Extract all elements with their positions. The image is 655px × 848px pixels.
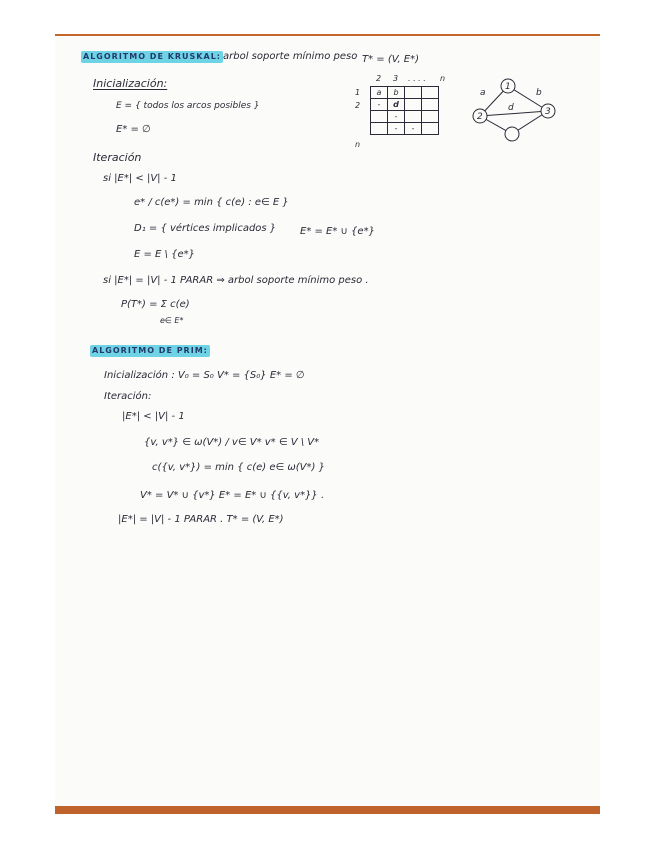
matrix-row	[371, 111, 439, 123]
graph-node-label: 2	[477, 112, 483, 122]
kruskal-iter-heading: Iteración	[93, 151, 142, 164]
prim-stop-line: |E*| = |V| - 1 PARAR . T* = (V, E*)	[118, 514, 284, 525]
kruskal-cost-line: P(T*) = Σ c(e)	[121, 299, 190, 310]
graph-edge-label: a	[480, 88, 486, 98]
prim-iter-line4: V* = V* ∪ {v*} E* = E* ∪ {{v, v*}} .	[140, 490, 325, 501]
kruskal-cost-subscript: e∈ E*	[160, 316, 184, 325]
kruskal-init-line1: E = { todos los arcos posibles }	[116, 101, 260, 111]
kruskal-init-heading: Inicialización:	[93, 77, 168, 90]
matrix-cell	[371, 123, 388, 135]
kruskal-iter-line2: e* / c(e*) = min { c(e) : e∈ E }	[134, 197, 289, 208]
matrix-cell	[371, 111, 388, 123]
prim-iter-heading: Iteración:	[104, 391, 152, 402]
matrix-cell: d	[388, 99, 405, 111]
matrix-cell	[405, 87, 422, 99]
kruskal-stop-line: si |E*| = |V| - 1 PARAR ⇒ arbol soporte mínimo peso .	[103, 275, 369, 286]
matrix-cell	[422, 99, 439, 111]
graph-diagram	[468, 72, 568, 148]
matrix-cell: b	[388, 87, 405, 99]
kruskal-init-line2: E* = ∅	[116, 124, 151, 135]
matrix-cell	[405, 111, 422, 123]
prim-iter-line3: c({v, v*}) = min { c(e) e∈ ω(V*) }	[152, 462, 325, 473]
matrix-cell: -	[371, 99, 388, 111]
kruskal-subtitle: arbol soporte mínimo peso	[223, 51, 358, 62]
matrix-col-header: . . . .	[408, 74, 426, 83]
matrix-row	[371, 123, 439, 135]
kruskal-iter-line3b: E* = E* ∪ {e*}	[300, 226, 375, 237]
matrix-cell: -	[405, 123, 422, 135]
graph-node-label: 1	[505, 82, 511, 92]
page-bottom-edge	[55, 806, 600, 814]
kruskal-iter-line4: E = E \ {e*}	[134, 249, 195, 260]
matrix-row-header: 2	[355, 101, 361, 110]
matrix-cell: a	[371, 87, 388, 99]
prim-iter-line2: {v, v*} ∈ ω(V*) / v∈ V* v* ∈ V \ V*	[144, 437, 320, 448]
matrix-row	[371, 87, 439, 99]
desk-background	[0, 0, 655, 35]
matrix-cell: -	[388, 111, 405, 123]
adjacency-matrix	[370, 86, 439, 135]
graph-node	[505, 127, 519, 141]
matrix-row-header: n	[355, 140, 361, 149]
matrix-row-header: 1	[355, 88, 361, 97]
kruskal-iter-line1: si |E*| < |V| - 1	[103, 173, 177, 184]
graph-edge-label: d	[508, 103, 514, 113]
matrix-col-header: 2	[376, 74, 382, 83]
matrix-col-header: n	[440, 74, 446, 83]
matrix-cell	[405, 99, 422, 111]
kruskal-title: ALGORITMO DE KRUSKAL:	[83, 52, 221, 61]
graph-node-label: 3	[545, 107, 551, 117]
kruskal-tree-def: T* = (V, E*)	[362, 54, 420, 65]
prim-init-line: Inicialización : V₀ = S₀ V* = {S₀} E* = ∅	[104, 370, 305, 381]
matrix-col-header: 3	[393, 74, 399, 83]
graph-edge-label: b	[536, 88, 542, 98]
kruskal-iter-line3: D₁ = { vértices implicados }	[134, 223, 277, 234]
matrix-cell	[422, 87, 439, 99]
matrix-cell	[422, 123, 439, 135]
matrix-row	[371, 99, 439, 111]
graph-edge	[480, 111, 548, 116]
prim-iter-line1: |E*| < |V| - 1	[122, 411, 185, 422]
prim-title: ALGORITMO DE PRIM:	[92, 346, 208, 355]
matrix-cell: -	[388, 123, 405, 135]
matrix-cell	[422, 111, 439, 123]
